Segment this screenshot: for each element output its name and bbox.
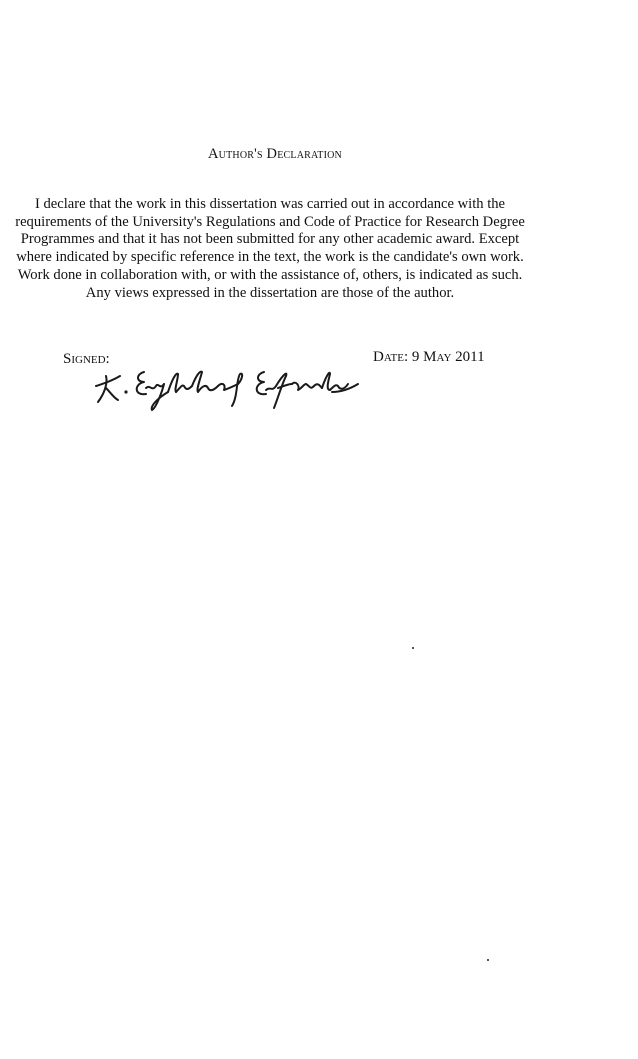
paragraph-line: Any views expressed in the dissertation are those of the author. bbox=[85, 284, 455, 301]
date-month: May bbox=[423, 349, 452, 365]
paragraph-line: Programmes and that it has not been submitted for any other academic award. Except bbox=[20, 231, 520, 248]
paragraph-line: I declare that the work in this dissertation was carried out in accordance with the bbox=[34, 196, 506, 212]
declaration-paragraph bbox=[5, 196, 535, 302]
paragraph-line: Work done in collaboration with, or with the assistance of, others, is indicated as such. bbox=[17, 266, 523, 283]
paragraph-line: where indicated by specific reference in the text, the work is the candidate's own work. bbox=[16, 249, 524, 266]
signed-label: Signed: bbox=[63, 351, 110, 367]
date-field bbox=[373, 349, 485, 366]
date-label: Date: bbox=[373, 349, 409, 365]
page-title: Author's Declaration bbox=[208, 146, 342, 162]
scan-speck bbox=[412, 647, 414, 649]
scan-speck bbox=[487, 959, 489, 961]
date-year: 2011 bbox=[455, 349, 485, 365]
date-day: 9 bbox=[411, 349, 420, 365]
paragraph-line: requirements of the University's Regulations and Code of Practice for Research Degree bbox=[15, 213, 525, 230]
handwritten-signature bbox=[92, 362, 362, 412]
